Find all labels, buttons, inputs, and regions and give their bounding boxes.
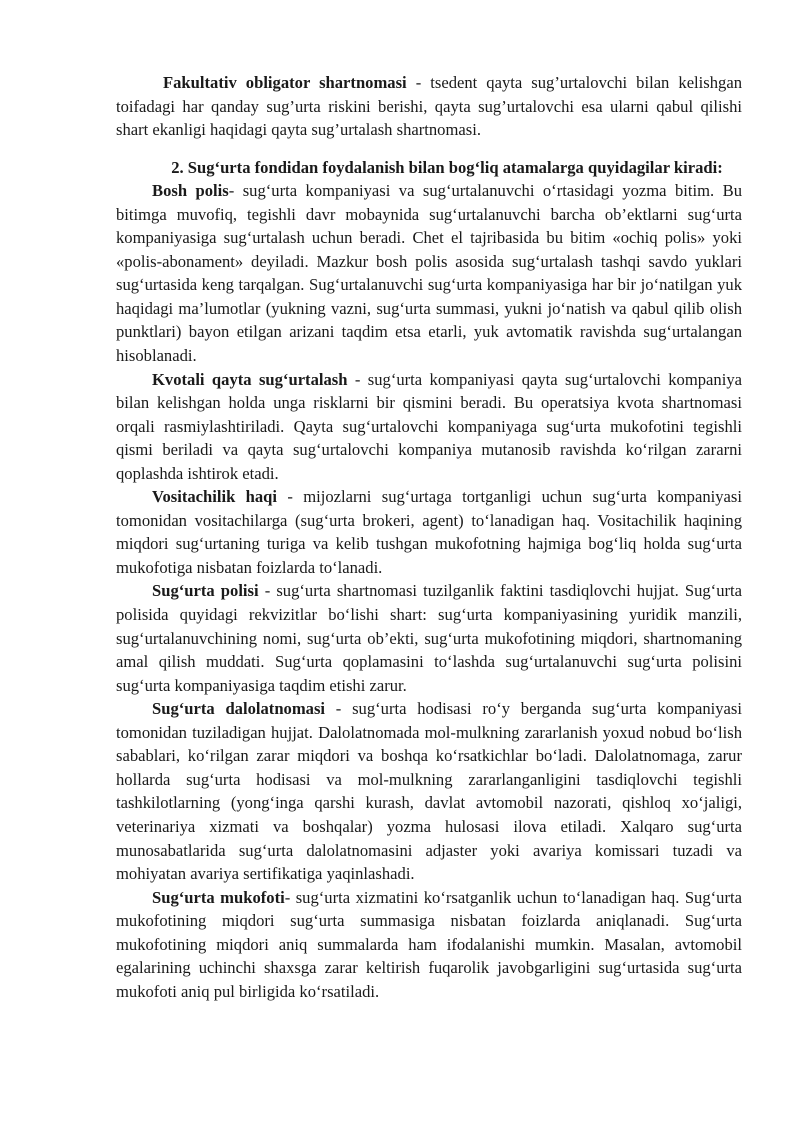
definition: - sug‘urta kompaniyasi qayta sug‘urtalovchi kompaniya bilan kelishgan holda unga risklarni bir qismini beradi. Bu operatsiya kvota shartnomasi orqali rasmiylashtiriladi. Qayta sug‘urtalovchi kompaniyaga sug‘urta mukofotini tegishli qismi beriladi va qayta sug‘urtalovchi kompaniya mutanosib ravishda ko‘rilgan zararni qoplashda ishtirok etadi.: [116, 369, 742, 483]
definition: - mijozlarni sug‘urtaga tortganligi uchun sug‘urta kompaniyasi tomonidan vositachilarga (sug‘urta brokeri, agent) to‘lanadigan haq. Vositachilik haqining miqdori sug‘urtaning turiga va kelib tushgan mukofotning hajmiga bog‘liq holda sug‘urta mukofotiga nisbatan foizlarda to‘lanadi.: [116, 487, 742, 577]
term: Sug‘urta dalolatnomasi: [152, 699, 326, 719]
paragraph-polis: [116, 579, 742, 697]
paragraph-bosh-polis: [116, 179, 742, 367]
paragraph-kvotali: [116, 368, 742, 486]
paragraph-dalolatnoma: [116, 697, 742, 885]
intro-paragraph: [116, 71, 742, 142]
definition: - sug‘urta hodisasi ro‘y berganda sug‘urta kompaniyasi tomonidan tuziladigan hujjat. Dalolatnomada mol-mulkning zararlanish yoxud nobud bo‘lish sabablari, ko‘rilgan zarar miqdori va boshqa ko‘rsatkichlar bo‘ladi. Dalolatnomaga, zarur hollarda sug‘urta hodisasi va mol-mulkning zararlanganligini tasdiqlovchi tegishli tashkilotlarning (yong‘inga qarshi kurash, davlat avtomobil nazorati, qishloq xo‘jaligi, veterinariya xizmati va boshqalar) yozma hulosasi ilova etiladi. Xalqaro sug‘urta munosabatlarida sug‘urta dalolatnomasini adjaster yoki avariya komissari tuzadi va mohiyatan avariya sertifikatiga yaqinlashadi.: [116, 699, 742, 884]
section-heading: 2. Sug‘urta fondidan foydalanish bilan bog‘liq atamalarga quyidagilar kiradi:: [171, 157, 723, 177]
paragraph-vositachilik: [116, 485, 742, 579]
term: Sug‘urta polisi: [152, 581, 259, 601]
paragraph-mukofot: [116, 886, 742, 1004]
term: Fakultativ obligator shartnomasi: [163, 73, 407, 92]
term: Bosh polis: [152, 181, 229, 201]
definition: - tsedent qayta sug’urtalovchi bilan kelishgan toifadagi har qanday sug’urta riskini berishi, qayta sug’urtalovchi esa ularni qabul qilishi shart ekanligi haqidagi qayta sug’urtalash shartnomasi.: [116, 73, 742, 140]
definition: - sug‘urta kompaniyasi va sug‘urtalanuvchi o‘rtasidagi yozma bitim. Bu bitimga muvofiq, tegishli davr mobaynida sug‘urtalanuvchi barcha ob’ektlarni sug‘urta kompaniyasiga sug‘urtalash uchun beradi. Chet el tajribasida bu bitim «ochiq polis» yoki «polis-abonament» deyiladi. Mazkur bosh polis asosida sug‘urtalash tashqi savdo yuklari sug‘urtasida keng tarqalgan. Sug‘urtalanuvchi sug‘urta kompaniyasiga har bir jo‘natilgan yuk haqidagi ma’lumotlar (yukning vazni, sug‘urta summasi, yukni jo‘natish va qabul qilib olish punktlari) bayon etilgan arizani taqdim etsa etarli, yuk avtomatik ravishda sug‘urtalangan hisoblanadi.: [116, 181, 742, 366]
definition: - sug‘urta xizmatini ko‘rsatganlik uchun to‘lanadigan haq. Sug‘urta mukofotining miqdori sug‘urta summasiga nisbatan foizlarda aniqlanadi. Sug‘urta mukofotining miqdori aniq summalarda ham ifodalanishi mumkin. Masalan, avtomobil egalarining uchinchi shaxsga zarar keltirish fuqarolik javobgarligini sug‘urtasida sug‘urta mukofoti aniq pul birligida ko‘rsatiladi.: [116, 887, 742, 1001]
document-page: [116, 71, 742, 1003]
term: Sug‘urta mukofoti: [152, 887, 285, 907]
definition: - sug‘urta shartnomasi tuzilganlik faktini tasdiqlovchi hujjat. Sug‘urta polisida quyidagi rekvizitlar bo‘lishi shart: sug‘urta kompaniyasining yuridik manzili, sug‘urtalanuvchining nomi, sug‘urta ob’ekti, sug‘urta mukofotining miqdori, shartnomaning amal qilish muddati. Sug‘urta qoplamasini to‘lashda sug‘urtalanuvchi sug‘urta polisini sug‘urta kompaniyasiga taqdim etishi zarur.: [116, 581, 742, 695]
spacer: [116, 142, 742, 156]
term: Vositachilik haqi: [152, 487, 278, 507]
term: Kvotali qayta sug‘urtalash: [152, 369, 348, 389]
